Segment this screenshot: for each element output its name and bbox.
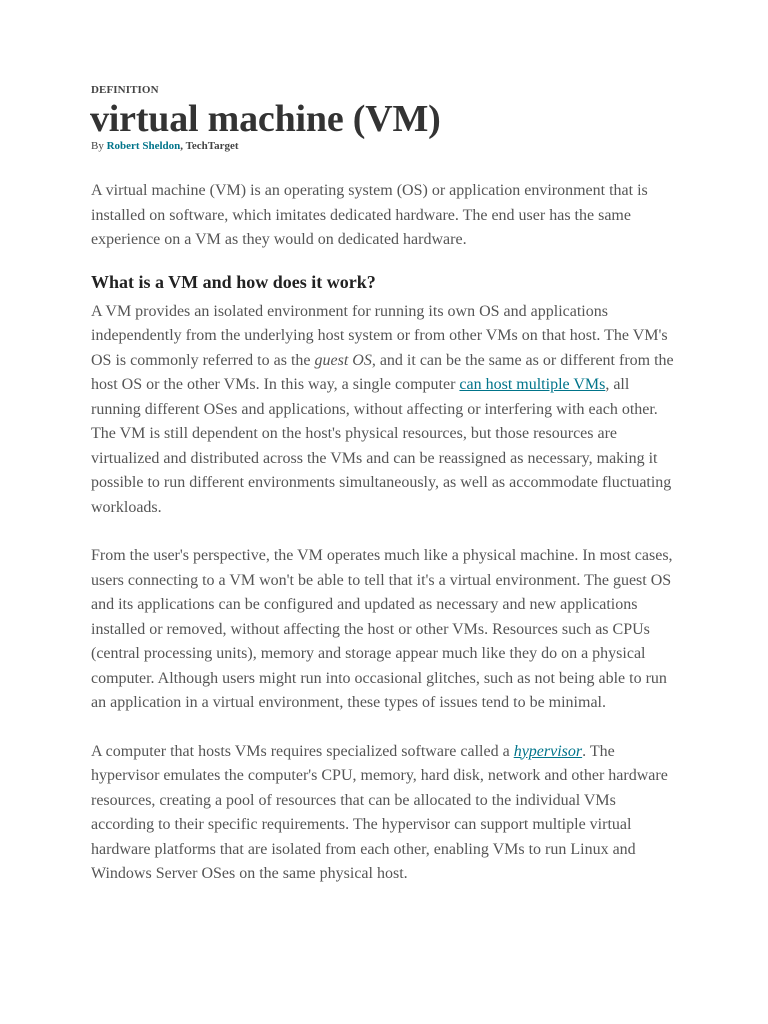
guest-os-emphasis: guest OS xyxy=(314,351,372,369)
byline-publisher: TechTarget xyxy=(185,140,239,152)
intro-paragraph: A virtual machine (VM) is an operating system (OS) or application environment that is installed on software, which imitates dedicated hardware. The end user has the same experience on a VM as they would on dedicated hardware. xyxy=(91,182,648,248)
section-heading: What is a VM and how does it work? xyxy=(91,271,376,292)
host-multiple-vms-link[interactable]: can host multiple VMs xyxy=(459,376,606,393)
paragraph-3-text-a: A computer that hosts VMs requires specialized software called a xyxy=(91,742,514,760)
paragraph-1-text-a: A VM provides an isolated environment for running its own OS and applications independently from the underlying host system or from other VMs on that host. The VM's OS is commonly referred to as the xyxy=(91,302,668,369)
author-link[interactable]: Robert Sheldon xyxy=(106,140,181,152)
byline-prefix: By xyxy=(91,140,107,152)
paragraph-3-text-b: . The hypervisor emulates the computer's CPU, memory, hard disk, network and other hardware resources, creating a pool of resources that can be allocated to the individual VMs according to their specific requirements. The hypervisor can support multiple virtual hardware platforms that are isolated from each other, enabling VMs to run Linux and Windows Server OSes on the same physical host. xyxy=(91,742,668,882)
paragraph-1 xyxy=(91,300,681,521)
paragraph-3 xyxy=(91,740,681,887)
paragraph-2: From the user's perspective, the VM operates much like a physical machine. In most cases, users connecting to a VM won't be able to tell that it's a virtual environment. The guest OS and its applications can be configured and updated as necessary and new applications installed or removed, without affecting the host or other VMs. Resources such as CPUs (central processing units), memory and storage appear much like they do on a physical computer. Although users might run into occasional glitches, such as not being able to run an application in a virtual environment, these types of issues tend to be minimal. xyxy=(91,547,673,711)
article xyxy=(91,82,681,887)
paragraph-1-text-c: , all running different OSes and applications, without affecting or interfering with each other. The VM is still dependent on the host's physical resources, but those resources are virtualized and distributed across the VMs and can be reassigned as necessary, making it possible to run different environments simultaneously, as well as accommodate fluctuating workloads. xyxy=(91,376,672,516)
hypervisor-link[interactable] xyxy=(514,743,582,760)
page-title: virtual machine (VM) xyxy=(90,98,441,140)
byline xyxy=(91,139,681,153)
byline-separator: , xyxy=(180,140,186,152)
article-kicker: DEFINITION xyxy=(91,84,159,96)
paragraph-1-text-b: , and it can be the same as or different from the host OS or the other VMs. In this way, a single computer xyxy=(91,351,674,393)
hypervisor-link-text: hypervisor xyxy=(513,742,583,760)
